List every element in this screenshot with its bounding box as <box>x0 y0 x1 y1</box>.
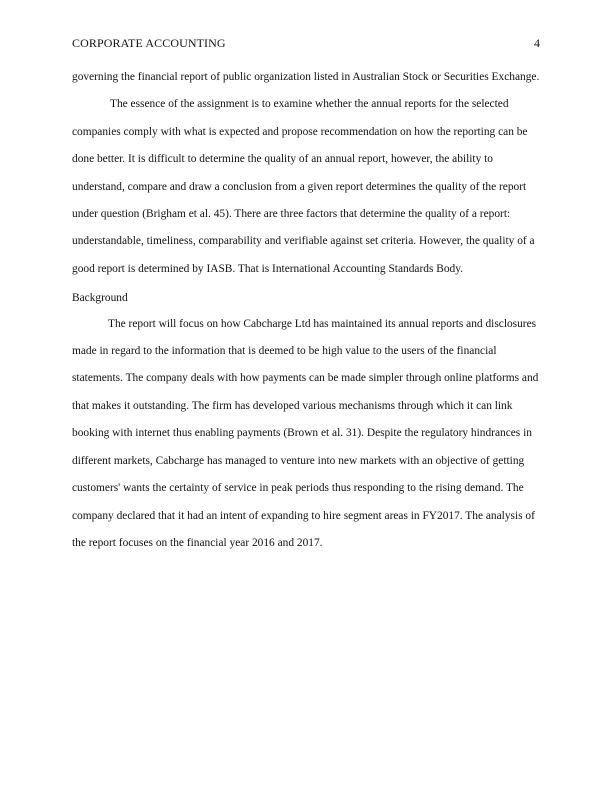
section-heading-background: Background <box>72 292 128 305</box>
page-number: 4 <box>534 36 540 50</box>
document-body <box>72 64 540 557</box>
paragraph-essence: The essence of the assignment is to examine whether the annual reports for the selected companies comply with what is expected and propose recommendation on how the reporting can be done better. It is difficult to determine the quality of an annual report, however, the ability to understand, compare and draw a conclusion from a given report determines the quality of the report under question (Brigham et al. 45). There are three factors that determine the quality of a report: understandable, timeliness, comparability and verifiable against set criteria. However, the quality of a good report is determined by IASB. That is International Accounting Standards Body. <box>72 98 535 275</box>
paragraph-background: The report will focus on how Cabcharge Ltd has maintained its annual reports and disclosures made in regard to the information that is deemed to be high value to the users of the financial statements. The company deals with how payments can be made simpler through online platforms and that makes it outstanding. The firm has developed various mechanisms through which it can link booking with internet thus enabling payments (Brown et al. 31). Despite the regulatory hindrances in different markets, Cabcharge has managed to venture into new markets with an objective of getting customers' wants the certainty of service in peak periods thus responding to the rising demand. The company declared that it had an intent of expanding to hire segment areas in FY2017. The analysis of the report focuses on the financial year 2016 and 2017. <box>72 317 539 549</box>
paragraph-continued: governing the financial report of public organization listed in Australian Stock or Securities Exchange. <box>72 71 540 83</box>
running-head: CORPORATE ACCOUNTING <box>72 36 226 50</box>
